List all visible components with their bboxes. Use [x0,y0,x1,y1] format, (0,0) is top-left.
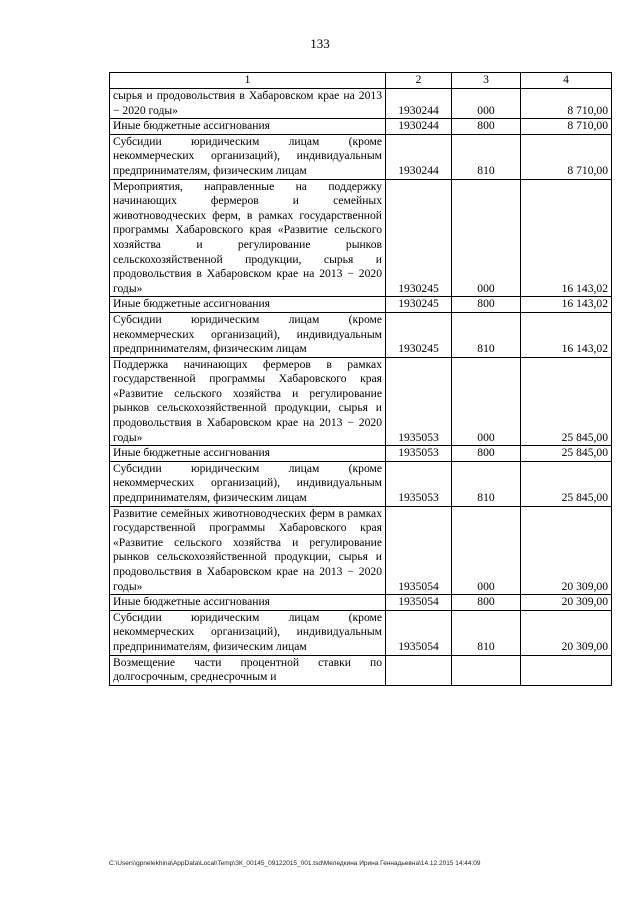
row-code: 1930244 [386,89,452,119]
file-path-footer: C:\Users\gpnelekhina\AppData\Local\Temp\ЗК_00145_09122015_001.tsd\Меледкина Ирина Геннадьевна\14.12.2015 14:44:09 [109,860,481,867]
row-sum: 8 710,00 [521,134,612,179]
row-code [386,655,452,685]
row-name: Иные бюджетные ассигнования [110,595,386,611]
row-type: 800 [452,446,521,462]
row-name: Субсидии юридическим лицам (кроме некоммерческих организаций), индивидуальным предпринимателям, физическим лицам [110,461,386,506]
table-row [110,134,612,179]
row-name: Субсидии юридическим лицам (кроме некоммерческих организаций), индивидуальным предпринимателям, физическим лицам [110,312,386,357]
row-name: Иные бюджетные ассигнования [110,297,386,313]
header-cell-2: 2 [386,73,452,89]
row-name: Развитие семейных животноводческих ферм в рамках государственной программы Хабаровского края «Развитие сельского хозяйства и регулирование рынков сельскохозяйственной продукции, сырья и продовольствия в Хабаровском крае на 2013 − 2020 годы» [110,506,386,595]
table-row [110,655,612,685]
row-code: 1930244 [386,119,452,135]
row-type: 000 [452,89,521,119]
row-code: 1935054 [386,595,452,611]
row-name: Иные бюджетные ассигнования [110,119,386,135]
row-type: 000 [452,179,521,297]
row-sum: 25 845,00 [521,461,612,506]
row-name: Возмещение части процентной ставки по долгосрочным, среднесрочным и [110,655,386,685]
table-row [110,506,612,595]
header-cell-1: 1 [110,73,386,89]
row-name: Поддержка начинающих фермеров в рамках государственной программы Хабаровского края «Развитие сельского хозяйства и регулирование рынков сельскохозяйственной продукции, сырья и продовольствия в Хабаровском крае на 2013 − 2020 годы» [110,357,386,446]
row-type: 810 [452,610,521,655]
row-code: 1930245 [386,179,452,297]
row-name: сырья и продовольствия в Хабаровском крае на 2013 − 2020 годы» [110,89,386,119]
row-type: 800 [452,595,521,611]
table-row [110,312,612,357]
row-code: 1935054 [386,506,452,595]
row-sum: 25 845,00 [521,357,612,446]
row-code: 1930245 [386,297,452,313]
row-type [452,655,521,685]
row-sum: 8 710,00 [521,89,612,119]
row-type: 000 [452,506,521,595]
row-name: Субсидии юридическим лицам (кроме некоммерческих организаций), индивидуальным предпринимателям, физическим лицам [110,610,386,655]
page-number: 133 [310,36,330,51]
row-type: 810 [452,461,521,506]
row-sum [521,655,612,685]
row-code: 1935053 [386,461,452,506]
row-code: 1930244 [386,134,452,179]
table-row [110,119,612,135]
row-sum: 20 309,00 [521,506,612,595]
row-code: 1935053 [386,357,452,446]
table-row [110,446,612,462]
row-type: 000 [452,357,521,446]
row-sum: 25 845,00 [521,446,612,462]
row-name: Субсидии юридическим лицам (кроме некоммерческих организаций), индивидуальным предпринимателям, физическим лицам [110,134,386,179]
row-name: Мероприятия, направленные на поддержку начинающих фермеров и семейных животноводческих ферм, в рамках государственной программы Хабаровского края «Развитие сельского хозяйства и регулирование рынков сельскохозяйственной продукции, сырья и продовольствия в Хабаровском крае на 2013 − 2020 годы» [110,179,386,297]
row-sum: 16 143,02 [521,312,612,357]
row-name: Иные бюджетные ассигнования [110,446,386,462]
row-type: 800 [452,119,521,135]
table-row [110,357,612,446]
row-type: 810 [452,312,521,357]
row-sum: 8 710,00 [521,119,612,135]
table-row [110,461,612,506]
table-row [110,297,612,313]
table-row [110,595,612,611]
table-header-row [110,73,612,89]
row-sum: 20 309,00 [521,610,612,655]
row-sum: 20 309,00 [521,595,612,611]
header-cell-4: 4 [521,73,612,89]
row-code: 1930245 [386,312,452,357]
row-sum: 16 143,02 [521,297,612,313]
row-type: 810 [452,134,521,179]
row-code: 1935053 [386,446,452,462]
table-row [110,179,612,297]
row-type: 800 [452,297,521,313]
table-row [110,610,612,655]
header-cell-3: 3 [452,73,521,89]
row-code: 1935054 [386,610,452,655]
row-sum: 16 143,02 [521,179,612,297]
table-row [110,89,612,119]
budget-table [109,72,612,686]
